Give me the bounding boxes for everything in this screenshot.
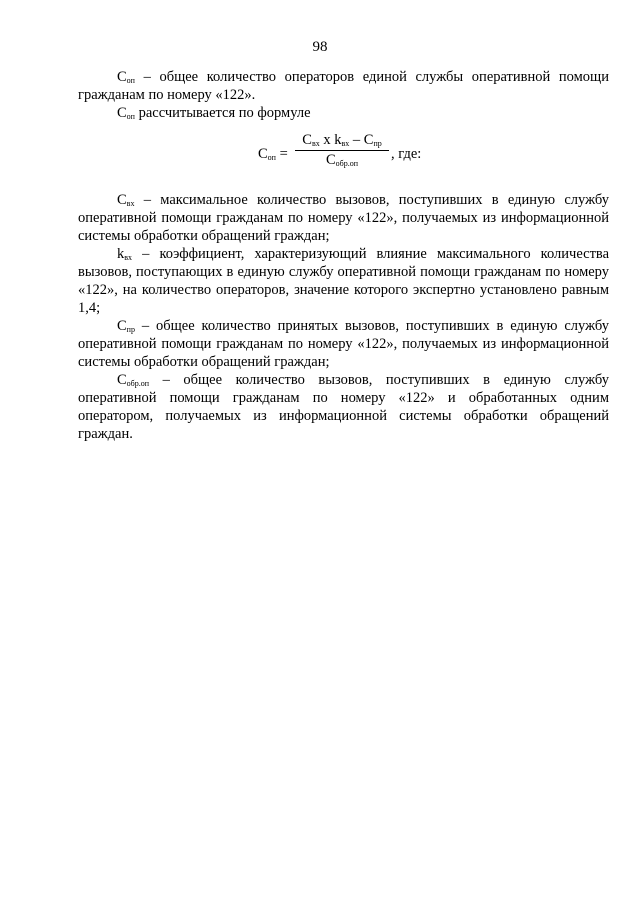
formula-lhs: $С_{оп}$ =: [258, 146, 288, 162]
page-number: 98: [312, 39, 328, 55]
formula-fraction: [295, 132, 389, 168]
paragraph-text: рассчитывается по формуле: [134, 105, 311, 121]
definition-item: [78, 191, 609, 245]
symbol: С: [117, 372, 127, 388]
symbol: k: [117, 246, 125, 262]
symbol-subscript: оп: [126, 112, 135, 121]
symbol-subscript: вх: [126, 199, 135, 208]
definition-text: – максимальное количество вызовов, поступивших в единую службу оперативной помощи гражданам по номеру «122», получаемых из информационной системы обработки обращений граждан;: [78, 192, 609, 244]
definition-item: [78, 245, 609, 317]
formula-suffix: , где:: [391, 146, 422, 162]
paragraph-operators-total: [78, 68, 609, 104]
symbol: С: [117, 105, 127, 121]
formula-numerator: $С_{вх}$ х $k_{вх} - С_{пр}$: [302, 132, 382, 148]
definition-text: – коэффициент, характеризующий влияние максимального количества вызовов, поступающих в единую службу оперативной помощи гражданам по номеру «122», на количество операторов, значение которого экспертно установлено равным 1,4;: [78, 246, 609, 316]
symbol-subscript: обр.оп: [126, 379, 150, 388]
symbol: С: [117, 318, 127, 334]
formula: [0, 132, 640, 172]
definition-text: – общее количество принятых вызовов, поступивших в единую службу оперативной помощи гражданам по номеру «122», получаемых из информационной системы обработки обращений граждан;: [78, 318, 609, 370]
symbol-subscript: вх: [124, 253, 133, 262]
definition-item: [78, 371, 609, 443]
paragraph-formula-intro: [78, 104, 609, 122]
symbol: С: [117, 192, 127, 208]
symbol-subscript: оп: [126, 76, 135, 85]
definition-item: [78, 317, 609, 371]
definitions-list: [78, 191, 609, 443]
symbol-subscript: пр: [126, 325, 135, 334]
symbol: С: [117, 69, 127, 85]
paragraph-text: – общее количество операторов единой службы оперативной помощи гражданам по номеру «122».: [78, 69, 609, 103]
definition-text: – общее количество вызовов, поступивших в единую службу оперативной помощи гражданам по номеру «122» и обработанных одним оператором, получаемых из информационной системы обработки обращений граждан.: [78, 372, 609, 442]
formula-denominator: $С_{обр.оп}$: [325, 152, 359, 168]
